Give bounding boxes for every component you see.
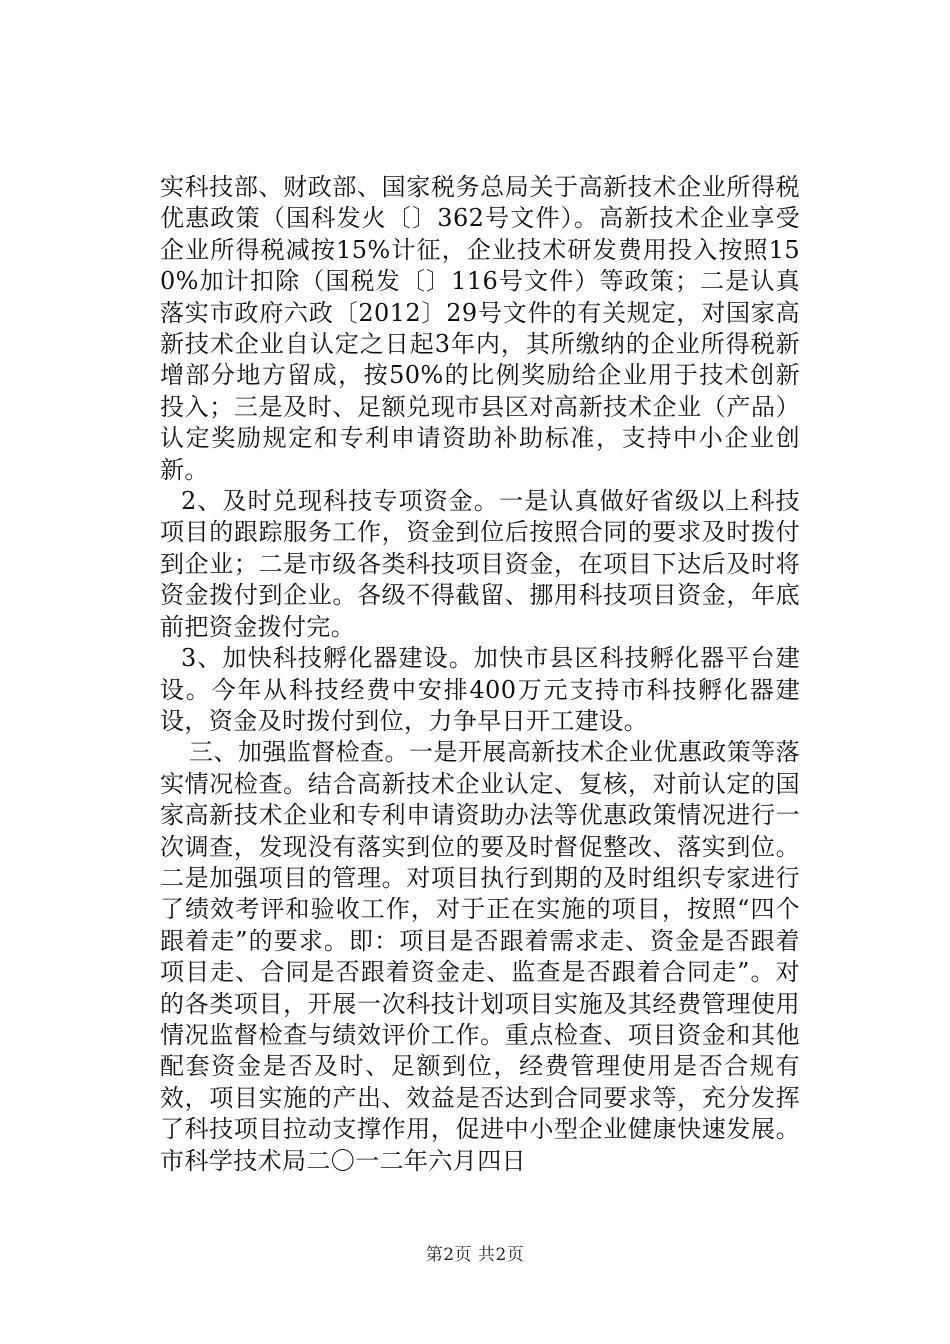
paragraph-supervision: 三、加强监督检查。一是开展高新技术企业优惠政策等落实情况检查。结合高新技术企业认定、复核，对前认定的国家高新技术企业和专利申请资助办法等优惠政策情况进行一次调查，发现没有落实到位的要及时督促整改、落实到位。二是加强项目的管理。对项目执行到期的及时组织专家进行了绩效考评和验收工作，对于正在实施的项目，按照“四个跟着走”的要求。即：项目是否跟着需求走、资金是否跟着项目走、合同是否跟着资金走、监查是否跟着合同走”。对的各类项目，开展一次科技计划项目实施及其经费管理使用情况监督检查与绩效评价工作。重点检查、项目资金和其他配套资金是否及时、足额到位，经费管理使用是否合规有效，项目实施的产出、效益是否达到合同要求等，充分发挥了科技项目拉动支撑作用，促进中小型企业健康快速发展。市科学技术局二〇一二年六月四日	[160, 738, 800, 1175]
paragraph-incubator: 3、加快科技孵化器建设。加快市县区科技孵化器平台建设。今年从科技经费中安排400万元支持市科技孵化器建设，资金及时拨付到位，力争早日开工建设。	[160, 644, 800, 735]
document-body	[160, 172, 800, 1177]
page-number-footer: 第2页 共2页	[425, 1245, 525, 1265]
paragraph-special-funds: 2、及时兑现科技专项资金。一是认真做好省级以上科技项目的跟踪服务工作，资金到位后按照合同的要求及时拨付到企业；二是市级各类科技项目资金，在项目下达后及时将资金拨付到企业。各级不得截留、挪用科技项目资金，年底前把资金拨付完。	[160, 487, 800, 641]
paragraph-policy-continuation: 实科技部、财政部、国家税务总局关于高新技术企业所得税优惠政策（国科发火〔〕362号文件）。高新技术企业享受企业所得税减按15%计征，企业技术研发费用投入按照150%加计扣除（国税发〔〕116号文件）等政策；二是认真落实市政府六政〔2012〕29号文件的有关规定，对国家高新技术企业自认定之日起3年内，其所缴纳的企业所得税新增部分地方留成，按50%的比例奖励给企业用于技术创新投入；三是及时、足额兑现市县区对高新技术企业（产品）认定奖励规定和专利申请资助补助标准，支持中小企业创新。	[160, 173, 800, 484]
